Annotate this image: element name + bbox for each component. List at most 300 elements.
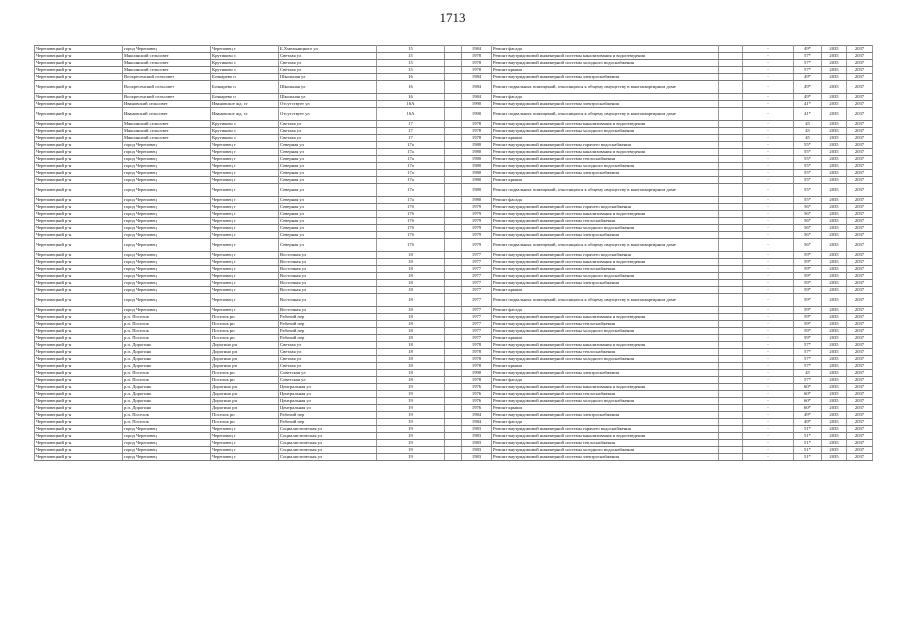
cell-district: Череповецкий р-н: [35, 294, 123, 307]
cell-wear: 57*: [794, 60, 822, 67]
cell-year-built: 1977: [462, 328, 492, 335]
cell-district: Череповецкий р-н: [35, 440, 123, 447]
cell-end-year: 2037: [847, 412, 873, 419]
cell-year-built: 1979: [462, 211, 492, 218]
cell-house-number: 17б: [377, 204, 445, 211]
cell-locality: Череповец г: [211, 225, 279, 232]
table-row: [35, 218, 873, 225]
cell-district: Череповецкий р-н: [35, 447, 123, 454]
cell-work-type: Ремонт крыши: [492, 405, 719, 412]
cell-building: [445, 328, 462, 335]
cell-building: [445, 177, 462, 184]
cell-marker: -: [743, 142, 794, 149]
cell-work-type: Ремонт подвальных помещений, относящихся к общему имуществу в многоквартирном доме: [492, 108, 719, 121]
cell-district: Череповецкий р-н: [35, 433, 123, 440]
cell-end-year: 2037: [847, 252, 873, 259]
cell-district: Череповецкий р-н: [35, 94, 123, 101]
table-row: [35, 101, 873, 108]
cell-house-number: 18: [377, 266, 445, 273]
cell-year-built: 1980: [462, 177, 492, 184]
cell-building: [445, 239, 462, 252]
cell-house-number: 17б: [377, 239, 445, 252]
cell-street: Северная ул: [279, 163, 377, 170]
cell-start-year: 2035: [822, 252, 847, 259]
cell-municipality: Ивановский сельсовет: [123, 108, 211, 121]
cell-building: [445, 218, 462, 225]
cell-municipality: р.п. Дорогино: [123, 356, 211, 363]
cell-work-type: Ремонт крыши: [492, 335, 719, 342]
cell-extra: [719, 335, 743, 342]
cell-district: Череповецкий р-н: [35, 391, 123, 398]
cell-work-type: Ремонт крыши: [492, 135, 719, 142]
cell-municipality: р.п. Дорогино: [123, 363, 211, 370]
cell-year-built: 1978: [462, 121, 492, 128]
cell-end-year: 2037: [847, 321, 873, 328]
cell-year-built: 1983: [462, 440, 492, 447]
cell-start-year: 2035: [822, 128, 847, 135]
cell-wear: 55*: [794, 149, 822, 156]
cell-wear: 49*: [794, 94, 822, 101]
cell-extra: [719, 81, 743, 94]
cell-building: [445, 440, 462, 447]
cell-street: Восточная ул: [279, 266, 377, 273]
cell-municipality: город Череповец: [123, 266, 211, 273]
cell-marker: -: [743, 232, 794, 239]
cell-year-built: 1976: [462, 384, 492, 391]
cell-street: Северная ул: [279, 239, 377, 252]
cell-municipality: город Череповец: [123, 440, 211, 447]
cell-locality: Поселок рп: [211, 314, 279, 321]
cell-building: [445, 370, 462, 377]
cell-building: [445, 101, 462, 108]
cell-end-year: 2037: [847, 163, 873, 170]
cell-marker: -: [743, 94, 794, 101]
cell-marker: -: [743, 328, 794, 335]
cell-marker: -: [743, 280, 794, 287]
cell-wear: 59*: [794, 314, 822, 321]
cell-wear: 59*: [794, 328, 822, 335]
cell-house-number: 17: [377, 128, 445, 135]
cell-wear: 45: [794, 370, 822, 377]
cell-year-built: 1977: [462, 280, 492, 287]
cell-street: Социалистическая ул: [279, 454, 377, 461]
cell-street: Рабочий пер: [279, 412, 377, 419]
cell-start-year: 2035: [822, 384, 847, 391]
cell-end-year: 2037: [847, 204, 873, 211]
cell-building: [445, 142, 462, 149]
cell-start-year: 2035: [822, 142, 847, 149]
cell-house-number: 18: [377, 321, 445, 328]
cell-municipality: город Череповец: [123, 197, 211, 204]
cell-extra: [719, 170, 743, 177]
cell-municipality: город Череповец: [123, 177, 211, 184]
cell-house-number: 19: [377, 405, 445, 412]
cell-wear: 56*: [794, 204, 822, 211]
cell-end-year: 2037: [847, 398, 873, 405]
cell-start-year: 2035: [822, 433, 847, 440]
cell-work-type: Ремонт внутридомовой инженерной системы холодного водоснабжения: [492, 398, 719, 405]
cell-district: Череповецкий р-н: [35, 266, 123, 273]
cell-locality: Череповец г: [211, 218, 279, 225]
cell-year-built: 1984: [462, 94, 492, 101]
cell-start-year: 2035: [822, 121, 847, 128]
cell-marker: -: [743, 433, 794, 440]
cell-work-type: Ремонт внутридомовой инженерной системы теплоснабжения: [492, 349, 719, 356]
cell-end-year: 2037: [847, 391, 873, 398]
cell-start-year: 2035: [822, 321, 847, 328]
cell-district: Череповецкий р-н: [35, 108, 123, 121]
cell-building: [445, 156, 462, 163]
cell-marker: -: [743, 335, 794, 342]
cell-marker: -: [743, 128, 794, 135]
table-row: [35, 46, 873, 53]
cell-locality: Поселок рп: [211, 377, 279, 384]
cell-wear: 56*: [794, 211, 822, 218]
cell-locality: Череповец г: [211, 266, 279, 273]
cell-marker: -: [743, 135, 794, 142]
cell-district: Череповецкий р-н: [35, 184, 123, 197]
cell-house-number: 17а: [377, 149, 445, 156]
cell-building: [445, 81, 462, 94]
cell-street: Советская ул: [279, 370, 377, 377]
cell-extra: [719, 46, 743, 53]
cell-work-type: Ремонт внутридомовой инженерной системы канализования и водоотведения: [492, 259, 719, 266]
cell-end-year: 2037: [847, 60, 873, 67]
cell-locality: Череповец г: [211, 211, 279, 218]
cell-district: Череповецкий р-н: [35, 142, 123, 149]
cell-municipality: Мяксинский сельсовет: [123, 135, 211, 142]
cell-start-year: 2035: [822, 356, 847, 363]
cell-building: [445, 377, 462, 384]
cell-start-year: 2035: [822, 156, 847, 163]
cell-extra: [719, 447, 743, 454]
cell-end-year: 2037: [847, 307, 873, 314]
cell-locality: Поселок рп: [211, 328, 279, 335]
cell-municipality: р.п. Поселок: [123, 328, 211, 335]
cell-end-year: 2037: [847, 377, 873, 384]
cell-extra: [719, 440, 743, 447]
cell-building: [445, 67, 462, 74]
cell-wear: 60*: [794, 405, 822, 412]
cell-extra: [719, 363, 743, 370]
cell-year-built: 1979: [462, 232, 492, 239]
cell-building: [445, 454, 462, 461]
cell-street: Восточная ул: [279, 294, 377, 307]
cell-marker: -: [743, 184, 794, 197]
cell-extra: [719, 121, 743, 128]
cell-start-year: 2035: [822, 163, 847, 170]
cell-extra: [719, 53, 743, 60]
cell-locality: Череповец г: [211, 440, 279, 447]
cell-start-year: 2035: [822, 314, 847, 321]
cell-start-year: 2035: [822, 74, 847, 81]
cell-marker: -: [743, 53, 794, 60]
cell-building: [445, 211, 462, 218]
cell-municipality: город Череповец: [123, 218, 211, 225]
cell-wear: 45: [794, 128, 822, 135]
cell-start-year: 2035: [822, 232, 847, 239]
cell-extra: [719, 177, 743, 184]
cell-work-type: Ремонт внутридомовой инженерной системы холодного водоснабжения: [492, 328, 719, 335]
cell-house-number: 18: [377, 287, 445, 294]
cell-house-number: 19: [377, 391, 445, 398]
cell-marker: -: [743, 177, 794, 184]
cell-building: [445, 405, 462, 412]
cell-house-number: 15: [377, 67, 445, 74]
cell-work-type: Ремонт внутридомовой инженерной системы канализования и водоотведения: [492, 314, 719, 321]
cell-street: Социалистическая ул: [279, 433, 377, 440]
cell-building: [445, 53, 462, 60]
cell-street: Восточная ул: [279, 252, 377, 259]
cell-year-built: 1978: [462, 135, 492, 142]
cell-extra: [719, 259, 743, 266]
table-row: [35, 405, 873, 412]
cell-wear: 57*: [794, 356, 822, 363]
cell-extra: [719, 405, 743, 412]
cell-building: [445, 163, 462, 170]
cell-work-type: Ремонт внутридомовой инженерной системы электроснабжения: [492, 412, 719, 419]
repair-schedule-table: [34, 45, 873, 461]
cell-end-year: 2037: [847, 440, 873, 447]
cell-street: Центральная ул: [279, 384, 377, 391]
cell-district: Череповецкий р-н: [35, 454, 123, 461]
cell-extra: [719, 307, 743, 314]
cell-year-built: 1990: [462, 101, 492, 108]
cell-district: Череповецкий р-н: [35, 377, 123, 384]
cell-extra: [719, 419, 743, 426]
cell-start-year: 2035: [822, 67, 847, 74]
cell-year-built: 1980: [462, 197, 492, 204]
cell-extra: [719, 412, 743, 419]
cell-locality: Крутиково с: [211, 53, 279, 60]
cell-district: Череповецкий р-н: [35, 170, 123, 177]
cell-marker: -: [743, 81, 794, 94]
cell-municipality: р.п. Поселок: [123, 370, 211, 377]
cell-house-number: 17а: [377, 197, 445, 204]
cell-marker: -: [743, 377, 794, 384]
cell-municipality: город Череповец: [123, 149, 211, 156]
cell-wear: 45: [794, 135, 822, 142]
cell-district: Череповецкий р-н: [35, 412, 123, 419]
cell-locality: Крутиково с: [211, 121, 279, 128]
cell-end-year: 2037: [847, 349, 873, 356]
cell-municipality: Мяксинский сельсовет: [123, 67, 211, 74]
cell-work-type: Ремонт внутридомовой инженерной системы холодного водоснабжения: [492, 356, 719, 363]
cell-end-year: 2037: [847, 266, 873, 273]
cell-municipality: город Череповец: [123, 46, 211, 53]
cell-locality: Поселок рп: [211, 419, 279, 426]
cell-year-built: 1980: [462, 156, 492, 163]
cell-year-built: 1978: [462, 356, 492, 363]
cell-locality: Ивановское жд. ст: [211, 101, 279, 108]
cell-start-year: 2035: [822, 239, 847, 252]
cell-start-year: 2035: [822, 287, 847, 294]
cell-district: Череповецкий р-н: [35, 81, 123, 94]
cell-building: [445, 232, 462, 239]
cell-building: [445, 197, 462, 204]
table-body: [35, 46, 873, 461]
table-row: [35, 135, 873, 142]
cell-work-type: Ремонт фасада: [492, 307, 719, 314]
table-row: [35, 433, 873, 440]
cell-locality: Череповец г: [211, 287, 279, 294]
cell-municipality: р.п. Дорогино: [123, 384, 211, 391]
cell-year-built: 1978: [462, 53, 492, 60]
cell-extra: [719, 94, 743, 101]
cell-building: [445, 342, 462, 349]
cell-street: Рабочий пер: [279, 321, 377, 328]
cell-wear: 59*: [794, 280, 822, 287]
cell-house-number: 18: [377, 370, 445, 377]
cell-wear: 51*: [794, 447, 822, 454]
cell-marker: -: [743, 225, 794, 232]
cell-work-type: Ремонт внутридомовой инженерной системы электроснабжения: [492, 101, 719, 108]
cell-work-type: Ремонт внутридомовой инженерной системы холодного водоснабжения: [492, 273, 719, 280]
cell-house-number: 19: [377, 440, 445, 447]
cell-wear: 49*: [794, 46, 822, 53]
cell-district: Череповецкий р-н: [35, 46, 123, 53]
cell-year-built: 1976: [462, 398, 492, 405]
cell-municipality: город Череповец: [123, 239, 211, 252]
cell-district: Череповецкий р-н: [35, 370, 123, 377]
cell-marker: -: [743, 211, 794, 218]
cell-street: Восточная ул: [279, 280, 377, 287]
cell-municipality: город Череповец: [123, 294, 211, 307]
cell-marker: -: [743, 440, 794, 447]
table-row: [35, 377, 873, 384]
cell-municipality: р.п. Дорогино: [123, 405, 211, 412]
cell-marker: -: [743, 419, 794, 426]
cell-municipality: город Череповец: [123, 252, 211, 259]
cell-district: Череповецкий р-н: [35, 307, 123, 314]
cell-district: Череповецкий р-н: [35, 280, 123, 287]
cell-marker: -: [743, 370, 794, 377]
cell-municipality: р.п. Поселок: [123, 321, 211, 328]
cell-building: [445, 280, 462, 287]
table-row: [35, 307, 873, 314]
cell-district: Череповецкий р-н: [35, 335, 123, 342]
table-row: [35, 149, 873, 156]
cell-start-year: 2035: [822, 184, 847, 197]
cell-year-built: 1983: [462, 454, 492, 461]
cell-marker: -: [743, 426, 794, 433]
cell-district: Череповецкий р-н: [35, 232, 123, 239]
cell-year-built: 1980: [462, 163, 492, 170]
table-row: [35, 74, 873, 81]
cell-marker: -: [743, 363, 794, 370]
cell-street: Рабочий пер: [279, 314, 377, 321]
cell-start-year: 2035: [822, 266, 847, 273]
cell-work-type: Ремонт внутридомовой инженерной системы электроснабжения: [492, 232, 719, 239]
cell-wear: 55*: [794, 170, 822, 177]
cell-marker: -: [743, 239, 794, 252]
cell-start-year: 2035: [822, 426, 847, 433]
cell-locality: Дорогино рп: [211, 391, 279, 398]
cell-locality: Череповец г: [211, 163, 279, 170]
cell-wear: 51*: [794, 426, 822, 433]
cell-house-number: 17б: [377, 211, 445, 218]
cell-marker: -: [743, 67, 794, 74]
cell-municipality: р.п. Дорогино: [123, 342, 211, 349]
cell-wear: 41*: [794, 108, 822, 121]
cell-house-number: 16А: [377, 101, 445, 108]
cell-extra: [719, 239, 743, 252]
cell-house-number: 19: [377, 447, 445, 454]
cell-district: Череповецкий р-н: [35, 204, 123, 211]
cell-marker: -: [743, 197, 794, 204]
cell-street: Светлая ул: [279, 121, 377, 128]
cell-locality: Крутиково с: [211, 60, 279, 67]
cell-house-number: 17б: [377, 218, 445, 225]
cell-street: Светлая ул: [279, 349, 377, 356]
cell-work-type: Ремонт внутридомовой инженерной системы холодного водоснабжения: [492, 163, 719, 170]
cell-building: [445, 46, 462, 53]
cell-building: [445, 204, 462, 211]
cell-locality: Дорогино рп: [211, 384, 279, 391]
cell-extra: [719, 433, 743, 440]
cell-end-year: 2037: [847, 197, 873, 204]
cell-end-year: 2037: [847, 232, 873, 239]
cell-house-number: 18: [377, 363, 445, 370]
table-row: [35, 440, 873, 447]
cell-house-number: 16: [377, 74, 445, 81]
cell-work-type: Ремонт внутридомовой инженерной системы электроснабжения: [492, 74, 719, 81]
cell-district: Череповецкий р-н: [35, 384, 123, 391]
cell-wear: 56*: [794, 218, 822, 225]
cell-year-built: 1977: [462, 287, 492, 294]
cell-work-type: Ремонт внутридомовой инженерной системы горячего водоснабжения: [492, 252, 719, 259]
cell-street: Школьная ул: [279, 94, 377, 101]
cell-district: Череповецкий р-н: [35, 259, 123, 266]
cell-year-built: 1977: [462, 252, 492, 259]
cell-work-type: Ремонт внутридомовой инженерной системы канализования и водоотведения: [492, 384, 719, 391]
cell-wear: 60*: [794, 391, 822, 398]
cell-district: Череповецкий р-н: [35, 405, 123, 412]
cell-municipality: город Череповец: [123, 287, 211, 294]
cell-work-type: Ремонт внутридомовой инженерной системы теплоснабжения: [492, 321, 719, 328]
cell-work-type: Ремонт внутридомовой инженерной системы горячего водоснабжения: [492, 142, 719, 149]
cell-building: [445, 363, 462, 370]
cell-year-built: 1977: [462, 294, 492, 307]
cell-house-number: 17: [377, 121, 445, 128]
cell-marker: -: [743, 121, 794, 128]
cell-building: [445, 356, 462, 363]
cell-extra: [719, 232, 743, 239]
cell-year-built: 1983: [462, 426, 492, 433]
cell-district: Череповецкий р-н: [35, 273, 123, 280]
cell-extra: [719, 60, 743, 67]
cell-district: Череповецкий р-н: [35, 67, 123, 74]
cell-year-built: 1977: [462, 307, 492, 314]
cell-start-year: 2035: [822, 398, 847, 405]
cell-extra: [719, 384, 743, 391]
cell-street: Отсутствует ул: [279, 101, 377, 108]
cell-house-number: 16: [377, 94, 445, 101]
cell-house-number: 17а: [377, 163, 445, 170]
cell-locality: Дорогино рп: [211, 363, 279, 370]
cell-extra: [719, 163, 743, 170]
cell-start-year: 2035: [822, 335, 847, 342]
cell-work-type: Ремонт крыши: [492, 177, 719, 184]
cell-end-year: 2037: [847, 94, 873, 101]
page-number: 1713: [439, 10, 466, 25]
table-row: [35, 454, 873, 461]
cell-wear: 57*: [794, 67, 822, 74]
cell-locality: Ивановское жд. ст: [211, 108, 279, 121]
cell-building: [445, 384, 462, 391]
cell-locality: Череповец г: [211, 447, 279, 454]
cell-start-year: 2035: [822, 60, 847, 67]
